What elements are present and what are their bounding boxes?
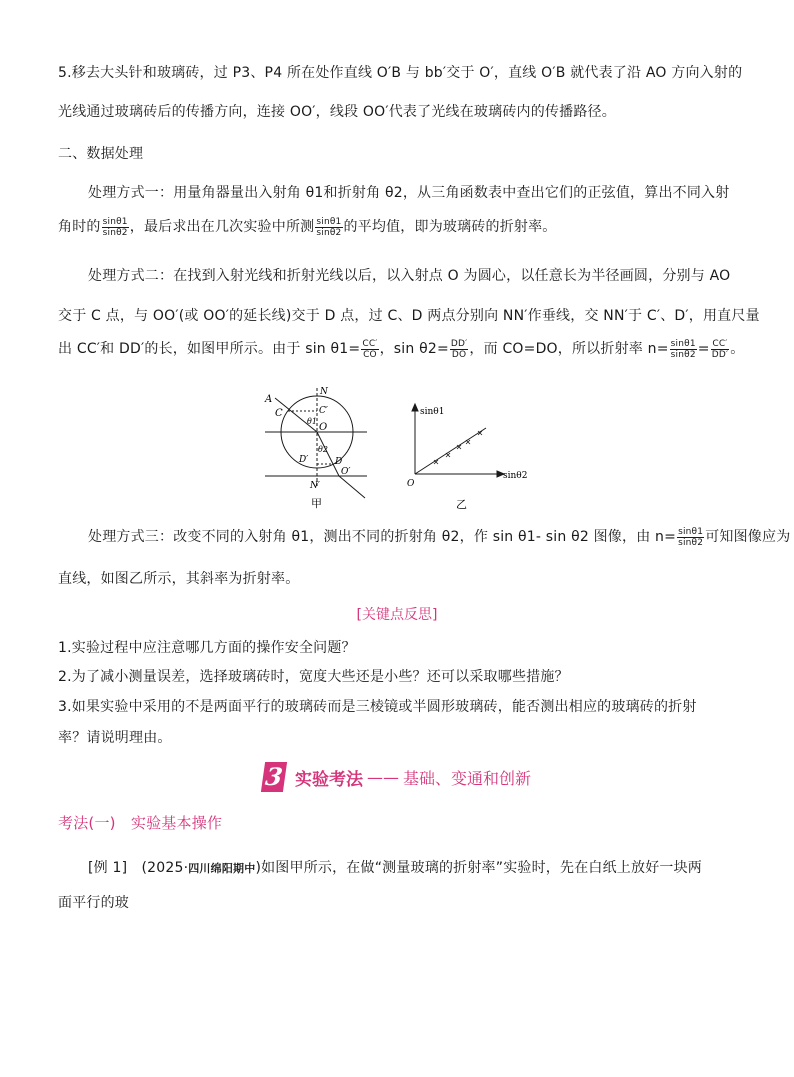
reflection-q2: 2.为了减小测量误差，选择玻璃砖时，宽度大些还是小些？还可以采取哪些措施？ [58, 669, 569, 685]
para5-line2: 光线通过玻璃砖后的传播方向，连接 OO′，线段 OO′代表了光线在玻璃砖内的传播路径。 [58, 104, 616, 120]
section3-title: 实验考法 [294, 769, 363, 790]
ratio-fraction-2: $\frac{\sin\theta 1}{\sin\theta 2}$ [316, 216, 342, 238]
reflection-q1: 1.实验过程中应注意哪几方面的操作安全问题？ [58, 640, 356, 656]
method1-line1: 处理方式一：用量角器量出入射角 θ1和折射角 θ2，从三角函数表中查出它们的正弦值，算出不同入射 [88, 185, 730, 201]
figure-jia [255, 380, 375, 510]
method2-text-c: ，而 CO=DO，所以折射率 n= [469, 341, 669, 357]
label-D: D [335, 457, 343, 467]
section3-dash: —— [366, 767, 399, 787]
data-point [446, 453, 450, 457]
reflection-title: [关键点反思] [356, 607, 438, 623]
section3-banner [0, 762, 794, 792]
method3-line1 [88, 526, 790, 548]
method1-text-a: 角时的 [58, 219, 101, 235]
label-A: A [265, 394, 273, 405]
method2-line3 [58, 338, 744, 360]
label-theta2: θ2 [318, 445, 328, 454]
section-number-badge: 3 [261, 762, 287, 792]
refracted-ray [317, 432, 339, 476]
para5-line1: 5.移去大头针和玻璃砖，过 P3、P4 所在处作直线 O′B 与 bb′交于 O′，直线 O′B 就代表了沿 AO 方向入射的 [58, 65, 743, 81]
y-axis-label: sinθ1 [420, 407, 445, 417]
method2-line2: 交于 C 点，与 OO′(或 OO′的延长线)交于 D 点，过 C、D 两点分别向 NN′作垂线，交 NN′于 C′、D′，用直尺量 [58, 308, 760, 324]
method3-text-b: 可知图像应为 [705, 529, 791, 545]
caption-jia: 甲 [311, 497, 322, 510]
label-Nprime: N′ [310, 481, 320, 491]
method1-text-b: ，最后求出在几次实验中所测 [129, 219, 315, 235]
example1-line1 [88, 857, 702, 877]
ratio-fraction: $\frac{\sin\theta 1}{\sin\theta 2}$ [102, 216, 128, 238]
method2-line1: 处理方式二：在找到入射光线和折射光线以后，以入射点 O 为圆心，以任意长为半径画圆，分别与 AO [88, 268, 731, 284]
caption-yi: 乙 [456, 498, 467, 511]
fit-line [415, 428, 486, 474]
origin-label: O [407, 479, 415, 489]
section3-subtitle: 基础、变通和创新 [402, 768, 531, 788]
method2-text-e: 。 [730, 341, 745, 357]
label-theta1: θ1 [307, 417, 317, 426]
emergent-ray [339, 476, 365, 498]
data-point [466, 440, 470, 444]
fraction-sin-ratio: $\frac{\sin\theta 1}{\sin\theta 2}$ [670, 338, 696, 360]
method2-text-d: = [697, 341, 710, 357]
label-C: C [275, 408, 283, 419]
label-Oprime: O′ [341, 467, 351, 477]
reflection-q3-line2: 率？请说明理由。 [58, 730, 172, 746]
method2-text-a: 出 CC′和 DD′的长，如图甲所示。由于 sin θ1= [58, 341, 361, 357]
figure-yi [400, 402, 540, 512]
x-axis-label: sinθ2 [503, 471, 528, 481]
section-heading-data-processing: 二、数据处理 [58, 146, 144, 162]
label-Dprime: D′ [299, 455, 309, 465]
y-axis-arrow [412, 404, 418, 411]
example1-text-a: [例 1] (2025· [88, 860, 189, 876]
label-O: O [319, 422, 328, 433]
fraction-dd-do: $\frac{DD'}{DO}$ [450, 338, 468, 360]
method3-line2: 直线，如图乙所示，其斜率为折射率。 [58, 571, 300, 587]
reflection-q3-line1: 3.如果实验中采用的不是两面平行的玻璃砖而是三棱镜或半圆形玻璃砖，能否测出相应的玻璃砖的折射 [58, 699, 697, 715]
label-Cprime: C′ [319, 406, 328, 416]
method-heading: 考法(一) 实验基本操作 [58, 814, 223, 832]
method2-text-b: ，sin θ2= [379, 341, 449, 357]
method1-text-c: 的平均值，即为玻璃砖的折射率。 [343, 219, 557, 235]
example1-text-b: )如图甲所示，在做“测量玻璃的折射率”实验时，先在白纸上放好一块两 [255, 860, 703, 876]
fraction-cc-co: $\frac{CC'}{CO}$ [362, 338, 378, 360]
method3-text-a: 处理方式三：改变不同的入射角 θ1，测出不同的折射角 θ2，作 sin θ1- sin θ2 图像，由 n= [88, 529, 677, 545]
method1-line2 [58, 216, 557, 238]
example1-line2: 面平行的玻 [58, 895, 129, 911]
example1-source: 四川绵阳期中 [188, 862, 256, 875]
fraction-sin-ratio-3: $\frac{\sin\theta 1}{\sin\theta 2}$ [678, 526, 704, 548]
fraction-cc-dd: $\frac{CC'}{DD'}$ [711, 338, 729, 360]
label-N: N [320, 387, 328, 397]
data-points [434, 431, 482, 464]
